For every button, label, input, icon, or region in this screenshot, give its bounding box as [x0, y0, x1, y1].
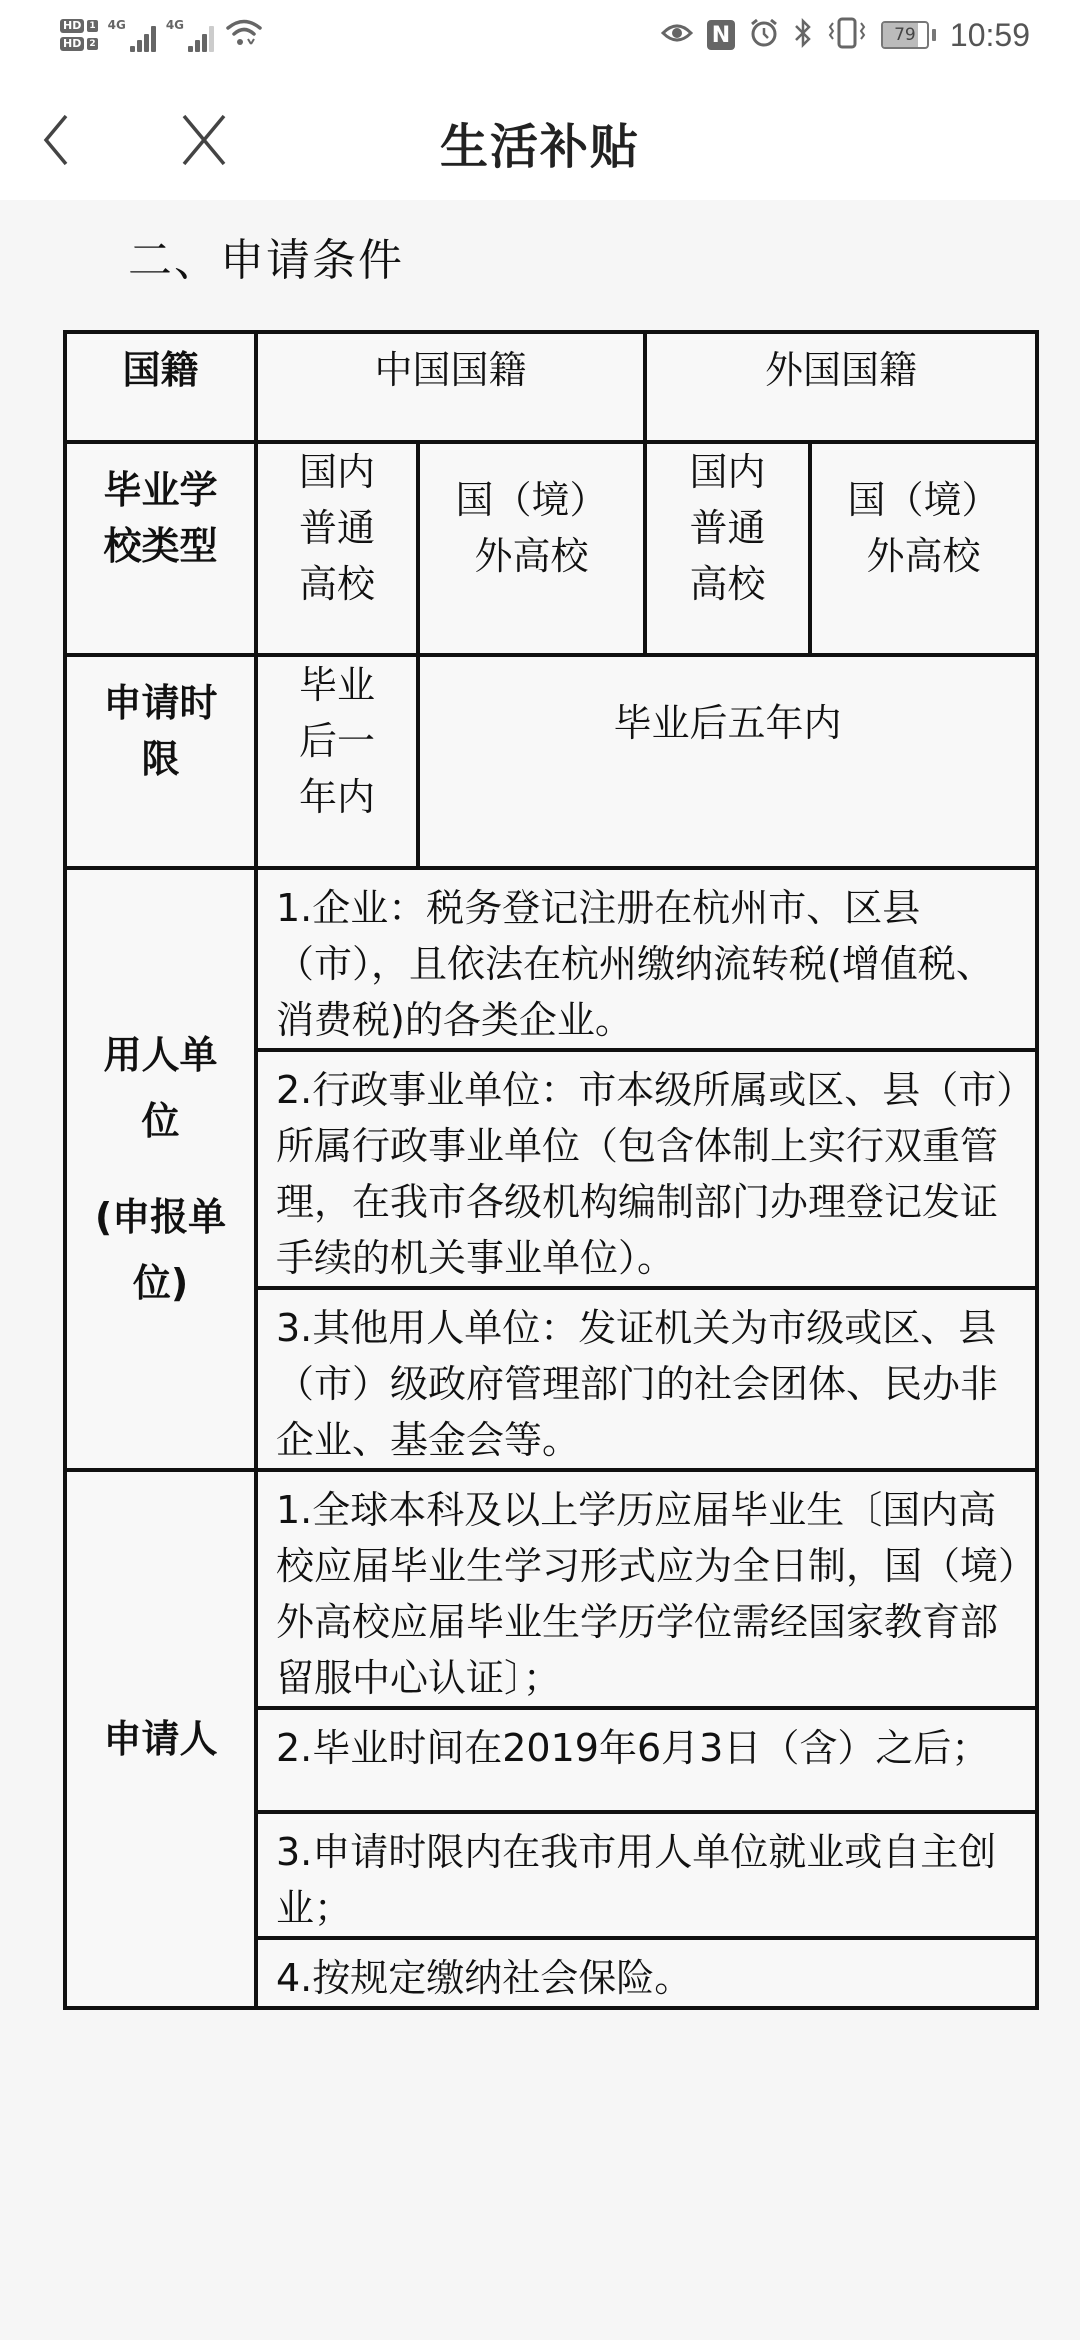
hd-icon: HD [60, 37, 84, 51]
article-content [0, 200, 1080, 2340]
cell-fr-domestic-school: 国内 普通 高校 [645, 442, 810, 655]
eye-comfort-icon [661, 21, 693, 49]
row-label-nationality: 国籍 [65, 332, 256, 442]
battery-percent: 79 [894, 25, 916, 45]
employer-item-enterprise: 1.企业：税务登记注册在杭州市、区县（市），且依法在杭州缴纳流转税(增值税、消费税)的各类企业。 [256, 868, 1037, 1050]
sim2-signal-icon [166, 18, 214, 52]
nav-bar [0, 70, 1080, 200]
table-row-deadline [65, 655, 1037, 868]
cell-cn-overseas-school: 国（境） 外高校 [418, 442, 645, 655]
status-bar-right [661, 10, 1030, 60]
employer-item-other: 3.其他用人单位：发证机关为市级或区、县（市）级政府管理部门的社会团体、民办非企业、基金会等。 [256, 1288, 1037, 1470]
sim1-hd-indicator [60, 19, 98, 33]
clock: 10:59 [949, 16, 1030, 53]
sim2-number: 2 [89, 39, 96, 49]
table-row-nationality [65, 332, 1037, 442]
table-row-employer-1 [65, 868, 1037, 1050]
alarm-icon [749, 18, 779, 52]
page-title: 生活补贴 [439, 119, 640, 175]
cell-deadline-domestic: 毕业 后一 年内 [256, 655, 418, 868]
sim1-signal-icon [108, 18, 156, 52]
applicant-item-social-insurance: 4.按规定缴纳社会保险。 [256, 1938, 1037, 2008]
battery-icon [881, 21, 936, 49]
applicant-item-graduation-date: 2.毕业时间在2019年6月3日（含）之后； [256, 1708, 1037, 1812]
row-label-deadline: 申请时 限 [65, 655, 256, 868]
sim1-number: 1 [89, 21, 96, 31]
row-label-employer: 用人单 位 (申报单 位) [65, 868, 256, 1470]
row-label-school-type: 毕业学 校类型 [65, 442, 256, 655]
table-row-school-type [65, 442, 1037, 655]
network-type-label: 4G [165, 18, 185, 32]
table-row-applicant-1 [65, 1470, 1037, 1708]
sim2-hd-indicator [60, 37, 98, 51]
section-heading: 二、申请条件 [128, 235, 404, 286]
network-type-label: 4G [107, 18, 126, 32]
applicant-item-degree: 1.全球本科及以上学历应届毕业生〔国内高校应届毕业生学习形式应为全日制，国（境）外高校应届毕业生学历学位需经国家教育部留服中心认证〕； [256, 1470, 1037, 1708]
conditions-table [63, 330, 1039, 2010]
nfc-icon: N [707, 20, 735, 50]
cell-foreign-nationality: 外国国籍 [645, 332, 1037, 442]
cell-cn-domestic-school: 国内 普通 高校 [256, 442, 418, 655]
cell-deadline-others: 毕业后五年内 [418, 655, 1037, 868]
status-bar-left [60, 10, 264, 60]
applicant-item-employment: 3.申请时限内在我市用人单位就业或自主创业； [256, 1812, 1037, 1938]
hd-icon: HD [60, 19, 84, 33]
cell-fr-overseas-school: 国（境） 外高校 [810, 442, 1037, 655]
hd-voice-indicators [60, 19, 98, 51]
bluetooth-icon [793, 17, 813, 53]
row-label-applicant: 申请人 [65, 1470, 256, 2008]
status-bar [0, 0, 1080, 70]
cell-chinese-nationality: 中国国籍 [256, 332, 645, 442]
wifi-icon [224, 17, 264, 53]
vibrate-icon [827, 17, 867, 53]
employer-item-administrative: 2.行政事业单位：市本级所属或区、县（市）所属行政事业单位（包含体制上实行双重管理，在我市各级机构编制部门办理登记发证手续的机关事业单位）。 [256, 1050, 1037, 1288]
